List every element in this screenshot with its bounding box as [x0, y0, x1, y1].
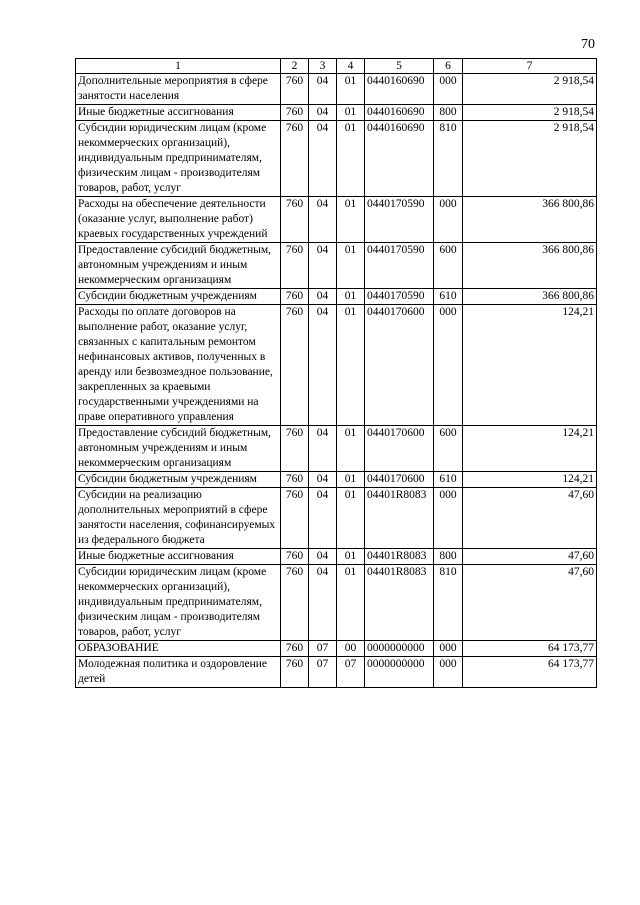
subsection-code-cell: 01 — [337, 565, 365, 641]
item-name-cell: Расходы по оплате договоров на выполнение работ, оказание услуг, связанных с капитальным ремонтом нефинансовых активов, полученных в аренду или безвозмездное пользование, закрепленных за краевыми государственными учреждениями на праве оперативного управления — [76, 305, 281, 426]
target-article-code-cell: 0440170600 — [365, 305, 434, 426]
grbs-code-cell: 760 — [281, 472, 309, 488]
target-article-code-cell: 0000000000 — [365, 641, 434, 657]
item-name-cell: Предоставление субсидий бюджетным, автономным учреждениям и иным некоммерческим организациям — [76, 243, 281, 289]
table-row — [76, 565, 597, 641]
amount-cell: 124,21 — [463, 426, 597, 472]
expense-type-code-cell: 000 — [434, 657, 463, 688]
budget-table — [75, 58, 597, 688]
section-code-cell: 04 — [309, 243, 337, 289]
subsection-code-cell: 00 — [337, 641, 365, 657]
table-row — [76, 289, 597, 305]
section-code-cell: 04 — [309, 289, 337, 305]
grbs-code-cell: 760 — [281, 549, 309, 565]
item-name-cell: Иные бюджетные ассигнования — [76, 105, 281, 121]
grbs-code-cell: 760 — [281, 426, 309, 472]
target-article-code-cell: 0440170600 — [365, 472, 434, 488]
expense-type-code-cell: 600 — [434, 426, 463, 472]
target-article-code-cell: 0440160690 — [365, 105, 434, 121]
table-row — [76, 549, 597, 565]
item-name-cell: Субсидии юридическим лицам (кроме некоммерческих организаций), индивидуальным предпринимателям, физическим лицам - производителям товаров, работ, услуг — [76, 121, 281, 197]
expense-type-code-cell: 800 — [434, 105, 463, 121]
amount-cell: 124,21 — [463, 472, 597, 488]
section-code-cell: 04 — [309, 488, 337, 549]
grbs-code-cell: 760 — [281, 243, 309, 289]
table-row — [76, 74, 597, 105]
target-article-code-cell: 0440170590 — [365, 243, 434, 289]
header-col-7: 7 — [463, 59, 597, 74]
amount-cell: 366 800,86 — [463, 243, 597, 289]
subsection-code-cell: 01 — [337, 305, 365, 426]
grbs-code-cell: 760 — [281, 74, 309, 105]
amount-cell: 64 173,77 — [463, 657, 597, 688]
section-code-cell: 04 — [309, 426, 337, 472]
section-code-cell: 04 — [309, 197, 337, 243]
section-code-cell: 04 — [309, 305, 337, 426]
grbs-code-cell: 760 — [281, 121, 309, 197]
expense-type-code-cell: 810 — [434, 565, 463, 641]
expense-type-code-cell: 810 — [434, 121, 463, 197]
expense-type-code-cell: 610 — [434, 289, 463, 305]
table-row — [76, 472, 597, 488]
item-name-cell: Расходы на обеспечение деятельности (оказание услуг, выполнение работ) краевых государственных учреждений — [76, 197, 281, 243]
target-article-code-cell: 0000000000 — [365, 657, 434, 688]
expense-type-code-cell: 000 — [434, 641, 463, 657]
expense-type-code-cell: 000 — [434, 488, 463, 549]
amount-cell: 2 918,54 — [463, 74, 597, 105]
subsection-code-cell: 01 — [337, 289, 365, 305]
item-name-cell: ОБРАЗОВАНИЕ — [76, 641, 281, 657]
amount-cell: 64 173,77 — [463, 641, 597, 657]
table-row — [76, 105, 597, 121]
expense-type-code-cell: 000 — [434, 305, 463, 426]
page-number: 70 — [581, 37, 595, 52]
amount-cell: 2 918,54 — [463, 121, 597, 197]
expense-type-code-cell: 000 — [434, 197, 463, 243]
subsection-code-cell: 01 — [337, 426, 365, 472]
amount-cell: 2 918,54 — [463, 105, 597, 121]
table-row — [76, 121, 597, 197]
item-name-cell: Субсидии на реализацию дополнительных мероприятий в сфере занятости населения, софинансируемых из федерального бюджета — [76, 488, 281, 549]
table-row — [76, 641, 597, 657]
table-body — [76, 74, 597, 688]
target-article-code-cell: 0440160690 — [365, 74, 434, 105]
subsection-code-cell: 07 — [337, 657, 365, 688]
grbs-code-cell: 760 — [281, 305, 309, 426]
target-article-code-cell: 04401R8083 — [365, 565, 434, 641]
section-code-cell: 04 — [309, 105, 337, 121]
header-col-2: 2 — [281, 59, 309, 74]
target-article-code-cell: 0440170590 — [365, 197, 434, 243]
header-col-4: 4 — [337, 59, 365, 74]
item-name-cell: Иные бюджетные ассигнования — [76, 549, 281, 565]
header-row — [76, 59, 597, 74]
table-row — [76, 197, 597, 243]
header-col-3: 3 — [309, 59, 337, 74]
target-article-code-cell: 0440170590 — [365, 289, 434, 305]
grbs-code-cell: 760 — [281, 488, 309, 549]
header-col-5: 5 — [365, 59, 434, 74]
section-code-cell: 04 — [309, 472, 337, 488]
grbs-code-cell: 760 — [281, 197, 309, 243]
subsection-code-cell: 01 — [337, 74, 365, 105]
table-row — [76, 305, 597, 426]
target-article-code-cell: 0440170600 — [365, 426, 434, 472]
subsection-code-cell: 01 — [337, 243, 365, 289]
amount-cell: 124,21 — [463, 305, 597, 426]
grbs-code-cell: 760 — [281, 289, 309, 305]
item-name-cell: Субсидии бюджетным учреждениям — [76, 472, 281, 488]
subsection-code-cell: 01 — [337, 105, 365, 121]
item-name-cell: Субсидии юридическим лицам (кроме некоммерческих организаций), индивидуальным предпринимателям, физическим лицам - производителям товаров, работ, услуг — [76, 565, 281, 641]
target-article-code-cell: 0440160690 — [365, 121, 434, 197]
section-code-cell: 04 — [309, 565, 337, 641]
subsection-code-cell: 01 — [337, 472, 365, 488]
subsection-code-cell: 01 — [337, 549, 365, 565]
subsection-code-cell: 01 — [337, 197, 365, 243]
item-name-cell: Молодежная политика и оздоровление детей — [76, 657, 281, 688]
target-article-code-cell: 04401R8083 — [365, 549, 434, 565]
subsection-code-cell: 01 — [337, 121, 365, 197]
header-col-1: 1 — [76, 59, 281, 74]
grbs-code-cell: 760 — [281, 105, 309, 121]
amount-cell: 47,60 — [463, 565, 597, 641]
item-name-cell: Дополнительные мероприятия в сфере занятости населения — [76, 74, 281, 105]
expense-type-code-cell: 610 — [434, 472, 463, 488]
expense-type-code-cell: 800 — [434, 549, 463, 565]
section-code-cell: 07 — [309, 657, 337, 688]
section-code-cell: 04 — [309, 121, 337, 197]
amount-cell: 366 800,86 — [463, 197, 597, 243]
table-row — [76, 488, 597, 549]
item-name-cell: Предоставление субсидий бюджетным, автономным учреждениям и иным некоммерческим организациям — [76, 426, 281, 472]
table-row — [76, 657, 597, 688]
header-col-6: 6 — [434, 59, 463, 74]
grbs-code-cell: 760 — [281, 641, 309, 657]
grbs-code-cell: 760 — [281, 565, 309, 641]
grbs-code-cell: 760 — [281, 657, 309, 688]
table-row — [76, 426, 597, 472]
subsection-code-cell: 01 — [337, 488, 365, 549]
section-code-cell: 07 — [309, 641, 337, 657]
section-code-cell: 04 — [309, 74, 337, 105]
target-article-code-cell: 04401R8083 — [365, 488, 434, 549]
amount-cell: 47,60 — [463, 549, 597, 565]
expense-type-code-cell: 000 — [434, 74, 463, 105]
expense-type-code-cell: 600 — [434, 243, 463, 289]
item-name-cell: Субсидии бюджетным учреждениям — [76, 289, 281, 305]
amount-cell: 47,60 — [463, 488, 597, 549]
table-row — [76, 243, 597, 289]
amount-cell: 366 800,86 — [463, 289, 597, 305]
section-code-cell: 04 — [309, 549, 337, 565]
